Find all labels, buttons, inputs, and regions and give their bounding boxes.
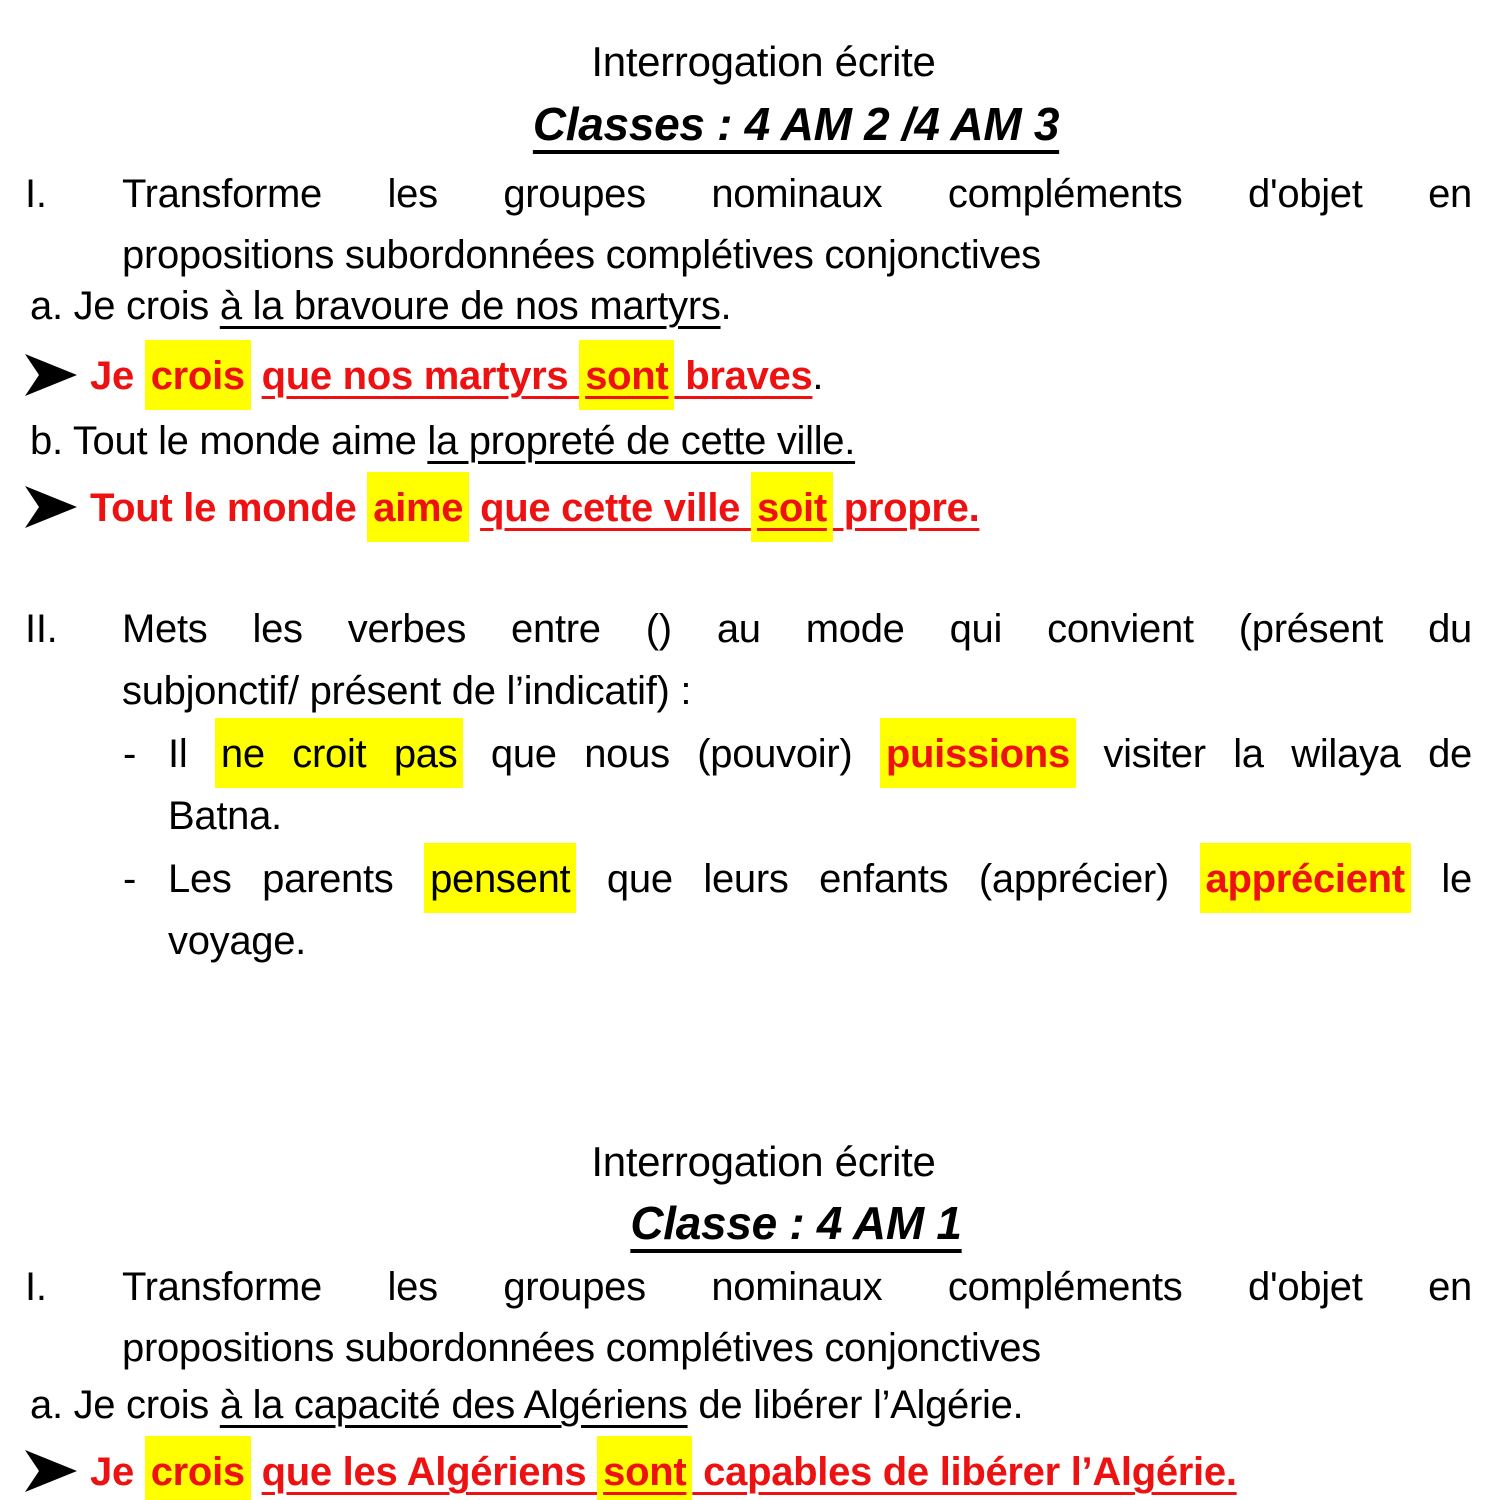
text-run: subjonctif/ présent de l’indicatif) : <box>122 669 692 713</box>
text-run: b. Tout le monde aime <box>30 419 428 463</box>
text-run: Interrogation écrite <box>591 1138 936 1185</box>
text-run: que nos martyrs <box>261 354 580 398</box>
text-run <box>251 1450 262 1494</box>
highlighted-text-run: pensent <box>424 843 576 913</box>
arrow-icon <box>25 1450 77 1492</box>
text-run: que cette ville <box>480 486 751 530</box>
text-run: . <box>720 284 732 328</box>
section1-ex2-instruction-line2 <box>25 660 1472 722</box>
section2-item-a <box>25 1374 1472 1436</box>
text-run: a. Je crois <box>30 1383 220 1427</box>
text-run: de libérer l’Algérie. <box>687 1383 1024 1427</box>
text-run: que leurs enfants (apprécier) <box>576 857 1200 901</box>
text-run <box>251 354 262 398</box>
text-run: le <box>1410 857 1472 901</box>
highlighted-text-run: soit <box>751 472 833 542</box>
highlighted-text-run: apprécient <box>1200 843 1411 913</box>
section2-ex1-instruction-line1 <box>25 1256 1472 1318</box>
highlighted-text-run: ne croit pas <box>215 718 464 788</box>
text-run: Transforme les groupes nominaux compléments d'objet en <box>122 172 1472 216</box>
section2-answer-a <box>25 1441 1472 1500</box>
text-run: Classes : 4 AM 2 /4 AM 3 <box>532 98 1060 150</box>
text-run: Les parents <box>168 857 425 901</box>
section1-title <box>25 31 1472 93</box>
text-run: que les Algériens <box>261 1450 598 1494</box>
text-run <box>469 486 480 530</box>
text-run: que nous (pouvoir) <box>463 732 880 776</box>
text-run: braves <box>674 354 813 398</box>
highlighted-text-run: sont <box>597 1436 692 1500</box>
list-marker: I. <box>25 1265 47 1309</box>
section1-ex2-item1-line1 <box>25 723 1472 785</box>
text-run: Mets les verbes entre () au mode qui convient (présent du <box>122 607 1472 651</box>
text-run: Classe : 4 AM 1 <box>630 1197 962 1249</box>
dash-bullet: - <box>123 857 137 901</box>
section1-ex1-instruction-line1 <box>25 163 1472 225</box>
arrow-icon <box>25 486 77 528</box>
highlighted-text-run: sont <box>579 340 674 410</box>
section1-ex2-item2-line2 <box>25 910 1472 972</box>
section1-ex2-item2-line1 <box>25 848 1472 910</box>
text-run: à la bravoure de nos martyrs <box>219 284 721 328</box>
section2-class-heading <box>25 1192 1472 1254</box>
text-run: Batna. <box>168 794 282 838</box>
section1-item-a <box>25 275 1472 337</box>
section1-ex2-instruction-line1 <box>25 598 1472 660</box>
text-run: Je <box>90 354 145 398</box>
text-run: Transforme les groupes nominaux compléments d'objet en <box>122 1265 1472 1309</box>
text-run: à la capacité des Algériens <box>219 1383 688 1427</box>
text-run: Interrogation écrite <box>591 38 936 85</box>
text-run: capables de libérer l’Algérie. <box>692 1450 1237 1494</box>
text-run: Tout le monde <box>90 486 368 530</box>
text-run: propre. <box>832 486 980 530</box>
text-run: . <box>812 354 824 398</box>
highlighted-text-run: aime <box>367 472 469 542</box>
text-run: a. Je crois <box>30 284 220 328</box>
highlighted-text-run: crois <box>145 340 251 410</box>
highlighted-text-run: puissions <box>880 718 1076 788</box>
text-run: visiter la wilaya de <box>1075 732 1472 776</box>
list-marker: II. <box>25 607 58 651</box>
dash-bullet: - <box>123 732 137 776</box>
text-run: Je <box>90 1450 145 1494</box>
text-run: la propreté de cette ville. <box>427 419 856 463</box>
text-run: Il <box>168 732 215 776</box>
text-run: propositions subordonnées complétives conjonctives <box>122 1326 1041 1370</box>
text-run: voyage. <box>168 919 306 963</box>
highlighted-text-run: crois <box>145 1436 251 1500</box>
section1-item-b <box>25 410 1472 472</box>
section2-ex1-instruction-line2 <box>25 1317 1472 1379</box>
section1-class-heading <box>25 93 1472 155</box>
list-marker: I. <box>25 172 47 216</box>
text-run: propositions subordonnées complétives conjonctives <box>122 233 1041 277</box>
section2-title <box>25 1131 1472 1193</box>
section1-ex2-item1-line2 <box>25 785 1472 847</box>
arrow-icon <box>25 354 77 396</box>
section1-answer-a <box>25 345 1472 407</box>
section1-answer-b <box>25 477 1472 539</box>
